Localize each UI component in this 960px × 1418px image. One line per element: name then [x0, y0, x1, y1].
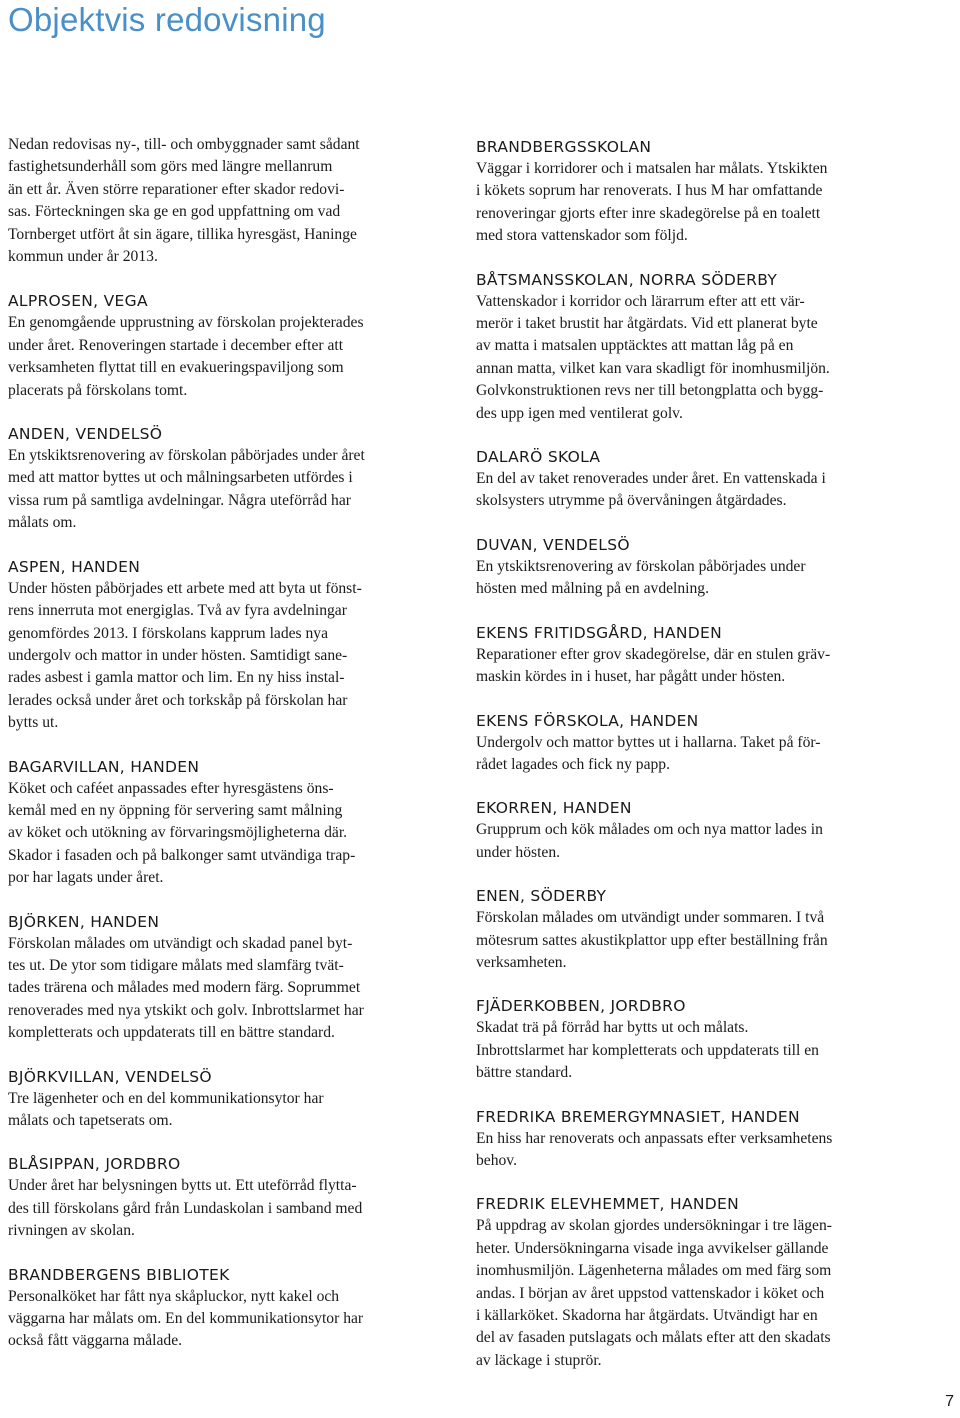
section-heading: BRANDBERGENS BIBLIOTEK	[8, 1265, 230, 1284]
section	[8, 911, 444, 1045]
section-text: Vattenskador i korridor och lärarrum efter att ett vär- merör i taket brustit har åtgärdats. Vid ett planerat byte av matta i matsalen upptäcktes att mattan låg på en annan matta, vilket kan vara skadligt för inomhusmiljön. Golvkonstruktionen revs ner till betongplatta och bygg- des upp igen med ventilerat golv.	[476, 292, 830, 422]
section-heading: BRANDBERGSSKOLAN	[476, 138, 652, 156]
section-text: En ytskiktsrenovering av förskolan påbörjades under hösten med målning på en avdelning.	[476, 557, 806, 598]
section-heading: BLÅSIPPAN, JORDBRO	[8, 1155, 181, 1174]
section	[8, 1066, 444, 1133]
section-text: Reparationer efter grov skadegörelse, där en stulen gräv- maskin kördes in i huset, har pågått under hösten.	[476, 645, 831, 686]
section-heading: DALARÖ SKOLA	[476, 448, 601, 467]
section-text: Undergolv och mattor byttes ut i hallarna. Taket på för- rådet lagades och fick ny papp.	[476, 733, 821, 773]
section	[8, 756, 444, 890]
section-text: Under året har belysningen bytts ut. Ett uteförråd flytta- des till förskolans gård från Lundaskolan i samband med rivningen av skolan.	[8, 1177, 363, 1240]
section-heading: FREDRIK ELEVHEMMET, HANDEN	[476, 1195, 739, 1214]
section-heading: ASPEN, HANDEN	[8, 557, 141, 576]
section-text: Förskolan målades om utvändigt och skadad panel byt- tes ut. De ytor som tidigare målats med slamfärg tvät- tades trärena och målades med modern färg. Soprummet renoverades med nya ytskikt och golv. Inbrottslarmet har kompletterats och uppdaterats till en bättre standard.	[8, 934, 364, 1042]
section-heading: EKORREN, HANDEN	[476, 799, 632, 818]
intro-paragraph: Nedan redovisas ny-, till- och ombyggnader samt sådant fastighetsunderhåll som görs med längre mellanrum än ett år. Även större reparationer efter skador redovi- sas. Förteckningen ska ge en god uppfattning om vad Tornberget utfört åt sin ägare, tillika hyresgäst, Haninge kommun under år 2013.	[8, 136, 360, 266]
section	[476, 1193, 912, 1372]
section	[476, 534, 912, 601]
right-column	[476, 136, 912, 1372]
section	[476, 622, 912, 689]
page-title: Objektvis redovisning	[8, 1, 326, 38]
section	[8, 1264, 444, 1353]
section-heading: FJÄDERKOBBEN, JORDBRO	[476, 997, 686, 1016]
section-heading: BAGARVILLAN, HANDEN	[8, 757, 200, 776]
section	[8, 556, 444, 735]
section-text: Grupprum och kök målades om och nya mattor lades in under hösten.	[476, 821, 823, 861]
section	[476, 269, 912, 425]
section	[476, 885, 912, 974]
section	[476, 136, 912, 248]
section	[8, 423, 444, 535]
section-heading: BJÖRKVILLAN, VENDELSÖ	[8, 1067, 212, 1086]
section-text: Skadat trä på förråd har bytts ut och målats. Inbrottslarmet har kompletterats och uppdaterats till en bättre standard.	[476, 1019, 819, 1082]
section-heading: ENEN, SÖDERBY	[476, 887, 607, 906]
page-number: 7	[945, 1393, 954, 1410]
section-heading: ALPROSEN, VEGA	[8, 292, 148, 311]
section-heading: BÅTSMANSSKOLAN, NORRA SÖDERBY	[476, 270, 778, 289]
section	[8, 290, 444, 402]
section-heading: FREDRIKA BREMERGYMNASIET, HANDEN	[476, 1107, 800, 1126]
section	[476, 1106, 912, 1173]
section-text: En hiss har renoverats och anpassats efter verksamhetens behov.	[476, 1129, 833, 1169]
section-heading: BJÖRKEN, HANDEN	[8, 912, 160, 931]
section	[476, 446, 912, 513]
section-text: Väggar i korridorer och i matsalen har målats. Ytskikten i kökets soprum har renoverats. I hus M har omfattande renoveringar gjorts efter inre skadegörelse på en toalett med stora vattenskador som följd.	[476, 160, 828, 245]
section	[476, 710, 912, 777]
section-text: Personalköket har fått nya skåpluckor, nytt kakel och väggarna har målats om. En del kommunikationsytor har också fått väggarna målade.	[8, 1287, 364, 1350]
section-text: Tre lägenheter och en del kommunikationsytor har målats och tapetserats om.	[8, 1089, 324, 1129]
section-heading: EKENS FRITIDSGÅRD, HANDEN	[476, 623, 723, 642]
section	[476, 797, 912, 864]
section-text: En ytskiktsrenovering av förskolan påbörjades under året med att mattor byttes ut och målningsarbeten utfördes i vissa rum på samtliga avdelningar. Några uteförråd har målats om.	[8, 447, 365, 532]
section-text: Köket och caféet anpassades efter hyresgästens öns- kemål med en ny öppning för servering samt målning av köket och utökning av förvaringsmöjligheterna där. Skador i fasaden och på balkonger samt utvändiga trap- por har lagats under året.	[8, 779, 356, 887]
section-heading: ANDEN, VENDELSÖ	[8, 425, 163, 444]
section	[476, 995, 912, 1084]
right-sections	[476, 136, 912, 1372]
left-sections	[8, 290, 444, 1352]
section-heading: EKENS FÖRSKOLA, HANDEN	[476, 711, 699, 730]
section-heading: DUVAN, VENDELSÖ	[476, 535, 630, 554]
section-text: Under hösten påbörjades ett arbete med att byta ut fönst- rens innerruta mot energiglas. Två av fyra avdelningar genomfördes 2013. I förskolans kapprum lades nya undergolv och mattor in under hösten. Samtidigt sane- rades asbest i gamla mattor och lim. En ny hiss instal- lerades också under året och torkskåp på förskolan har bytts ut.	[8, 579, 362, 732]
section-text: En genomgående upprustning av förskolan projekterades under året. Renoveringen startade i december efter att verksamheten flyttat till en evakueringspaviljong som placerats på förskolans tomt.	[8, 314, 364, 399]
section-text: En del av taket renoverades under året. En vattenskada i skolsysters utrymme på övervåningen åtgärdades.	[476, 470, 826, 510]
section-text: Förskolan målades om utvändigt under sommaren. I två mötesrum sattes akustikplattor upp efter beställning från verksamheten.	[476, 909, 828, 971]
section-text: På uppdrag av skolan gjordes undersökningar i tre lägen- heter. Undersökningarna visade inga avvikelser gällande inomhusmiljön. Lägenheterna målades om med färg som andas. I början av året uppstod vattenskador i köket och i källarköket. Skadorna har åtgärdats. Utvändigt har en del av fasaden putslagats och målats efter att den skadats av läckage i stuprör.	[476, 1217, 832, 1369]
left-column	[8, 134, 444, 1353]
section	[8, 1153, 444, 1242]
